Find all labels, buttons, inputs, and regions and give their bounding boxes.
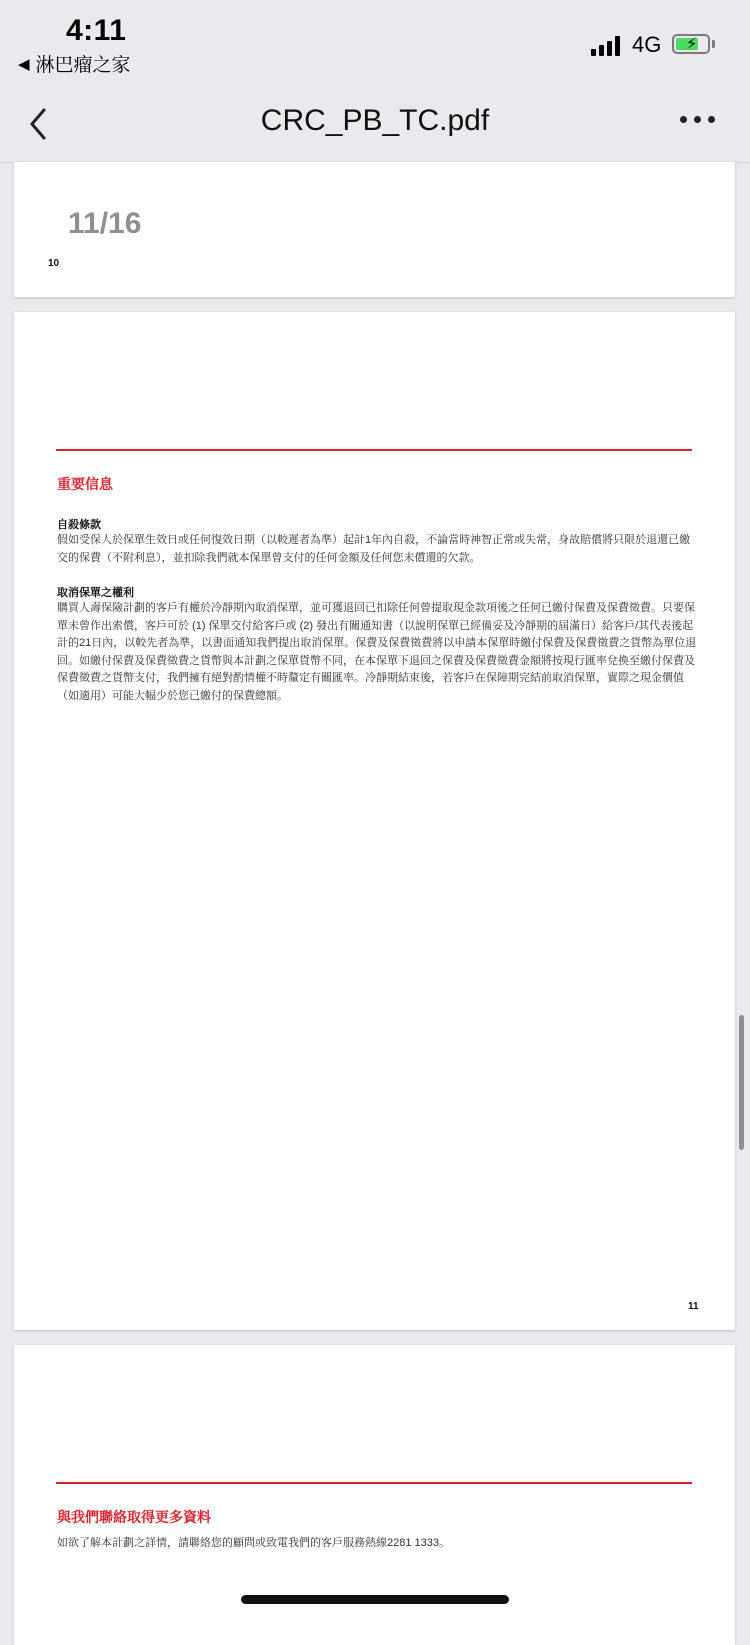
back-to-app-link[interactable] xyxy=(18,50,131,77)
pdf-page-10 xyxy=(14,162,735,297)
cancel-right-title: 取消保單之權利 xyxy=(57,587,134,599)
status-bar xyxy=(0,0,750,90)
network-type: 4G xyxy=(632,32,662,57)
document-title: CRC_PB_TC.pdf xyxy=(260,104,490,137)
page-number: 11 xyxy=(688,1301,699,1312)
scroll-indicator[interactable] xyxy=(739,1015,744,1150)
section-divider xyxy=(56,449,692,451)
more-icon[interactable] xyxy=(680,116,715,123)
charging-bolt-icon: ⚡ xyxy=(686,36,698,53)
suicide-clause-title: 自殺條款 xyxy=(57,519,101,531)
signal-icon xyxy=(591,36,620,56)
page-number: 10 xyxy=(48,258,60,269)
suicide-clause-text: 假如受保人於保單生效日或任何復效日期（以較遲者為準）起計1年內自殺，不論當時神智正常或失常，身故賠償將只限於退還已繳交的保費（不附利息），並扣除我們就本保單曾支付的任何金額及任何您未償還的欠款。 xyxy=(57,534,691,564)
pdf-page-11 xyxy=(14,312,735,1330)
cancel-right-text: 購買人壽保險計劃的客戶有權於冷靜期內取消保單，並可獲退回已扣除任何曾提取現金款項後之任何已繳付保費及保費徵費。只要保單未曾作出索償，客戶可於 (1) 保單交付給客戶或 (2) 發出有關通知書（以說明保單已經備妥及冷靜期的屆滿日）給客戶/其代表後起計的21日內，以較先者為準，以書面通知我們提出取消保單。保費及保費徵費將以申請本保單時繳付保費及保費徵費之貨幣為單位退回。如繳付保費及保費徵費之貨幣與本計劃之保單貨幣不同，在本保單下退回之保費及保費徵費金額將按現行匯率兌換至繳付保費及保費徵費之貨幣支付，我們擁有絕對酌情權不時釐定有關匯率。冷靜期結束後，若客戶在保障期完結前取消保單，實際之現金價值（如適用）可能大幅少於您已繳付的保費總額。 xyxy=(57,602,697,702)
page-indicator: 11/16 xyxy=(68,207,142,240)
battery-icon xyxy=(672,34,710,54)
status-time: 4:11 xyxy=(66,14,127,47)
back-app-label: 淋巴瘤之家 xyxy=(35,55,131,76)
section-title: 重要信息 xyxy=(57,476,113,492)
home-indicator[interactable] xyxy=(241,1595,509,1604)
contact-text: 如欲了解本計劃之詳情，請聯絡您的顧問或致電我們的客戶服務熱線2281 1333。 xyxy=(57,1537,450,1549)
section-title: 與我們聯絡取得更多資料 xyxy=(57,1509,211,1525)
nav-bar xyxy=(0,90,750,163)
section-divider xyxy=(56,1482,692,1484)
back-triangle-icon: ◀ xyxy=(18,55,30,73)
battery-tip xyxy=(712,40,715,48)
